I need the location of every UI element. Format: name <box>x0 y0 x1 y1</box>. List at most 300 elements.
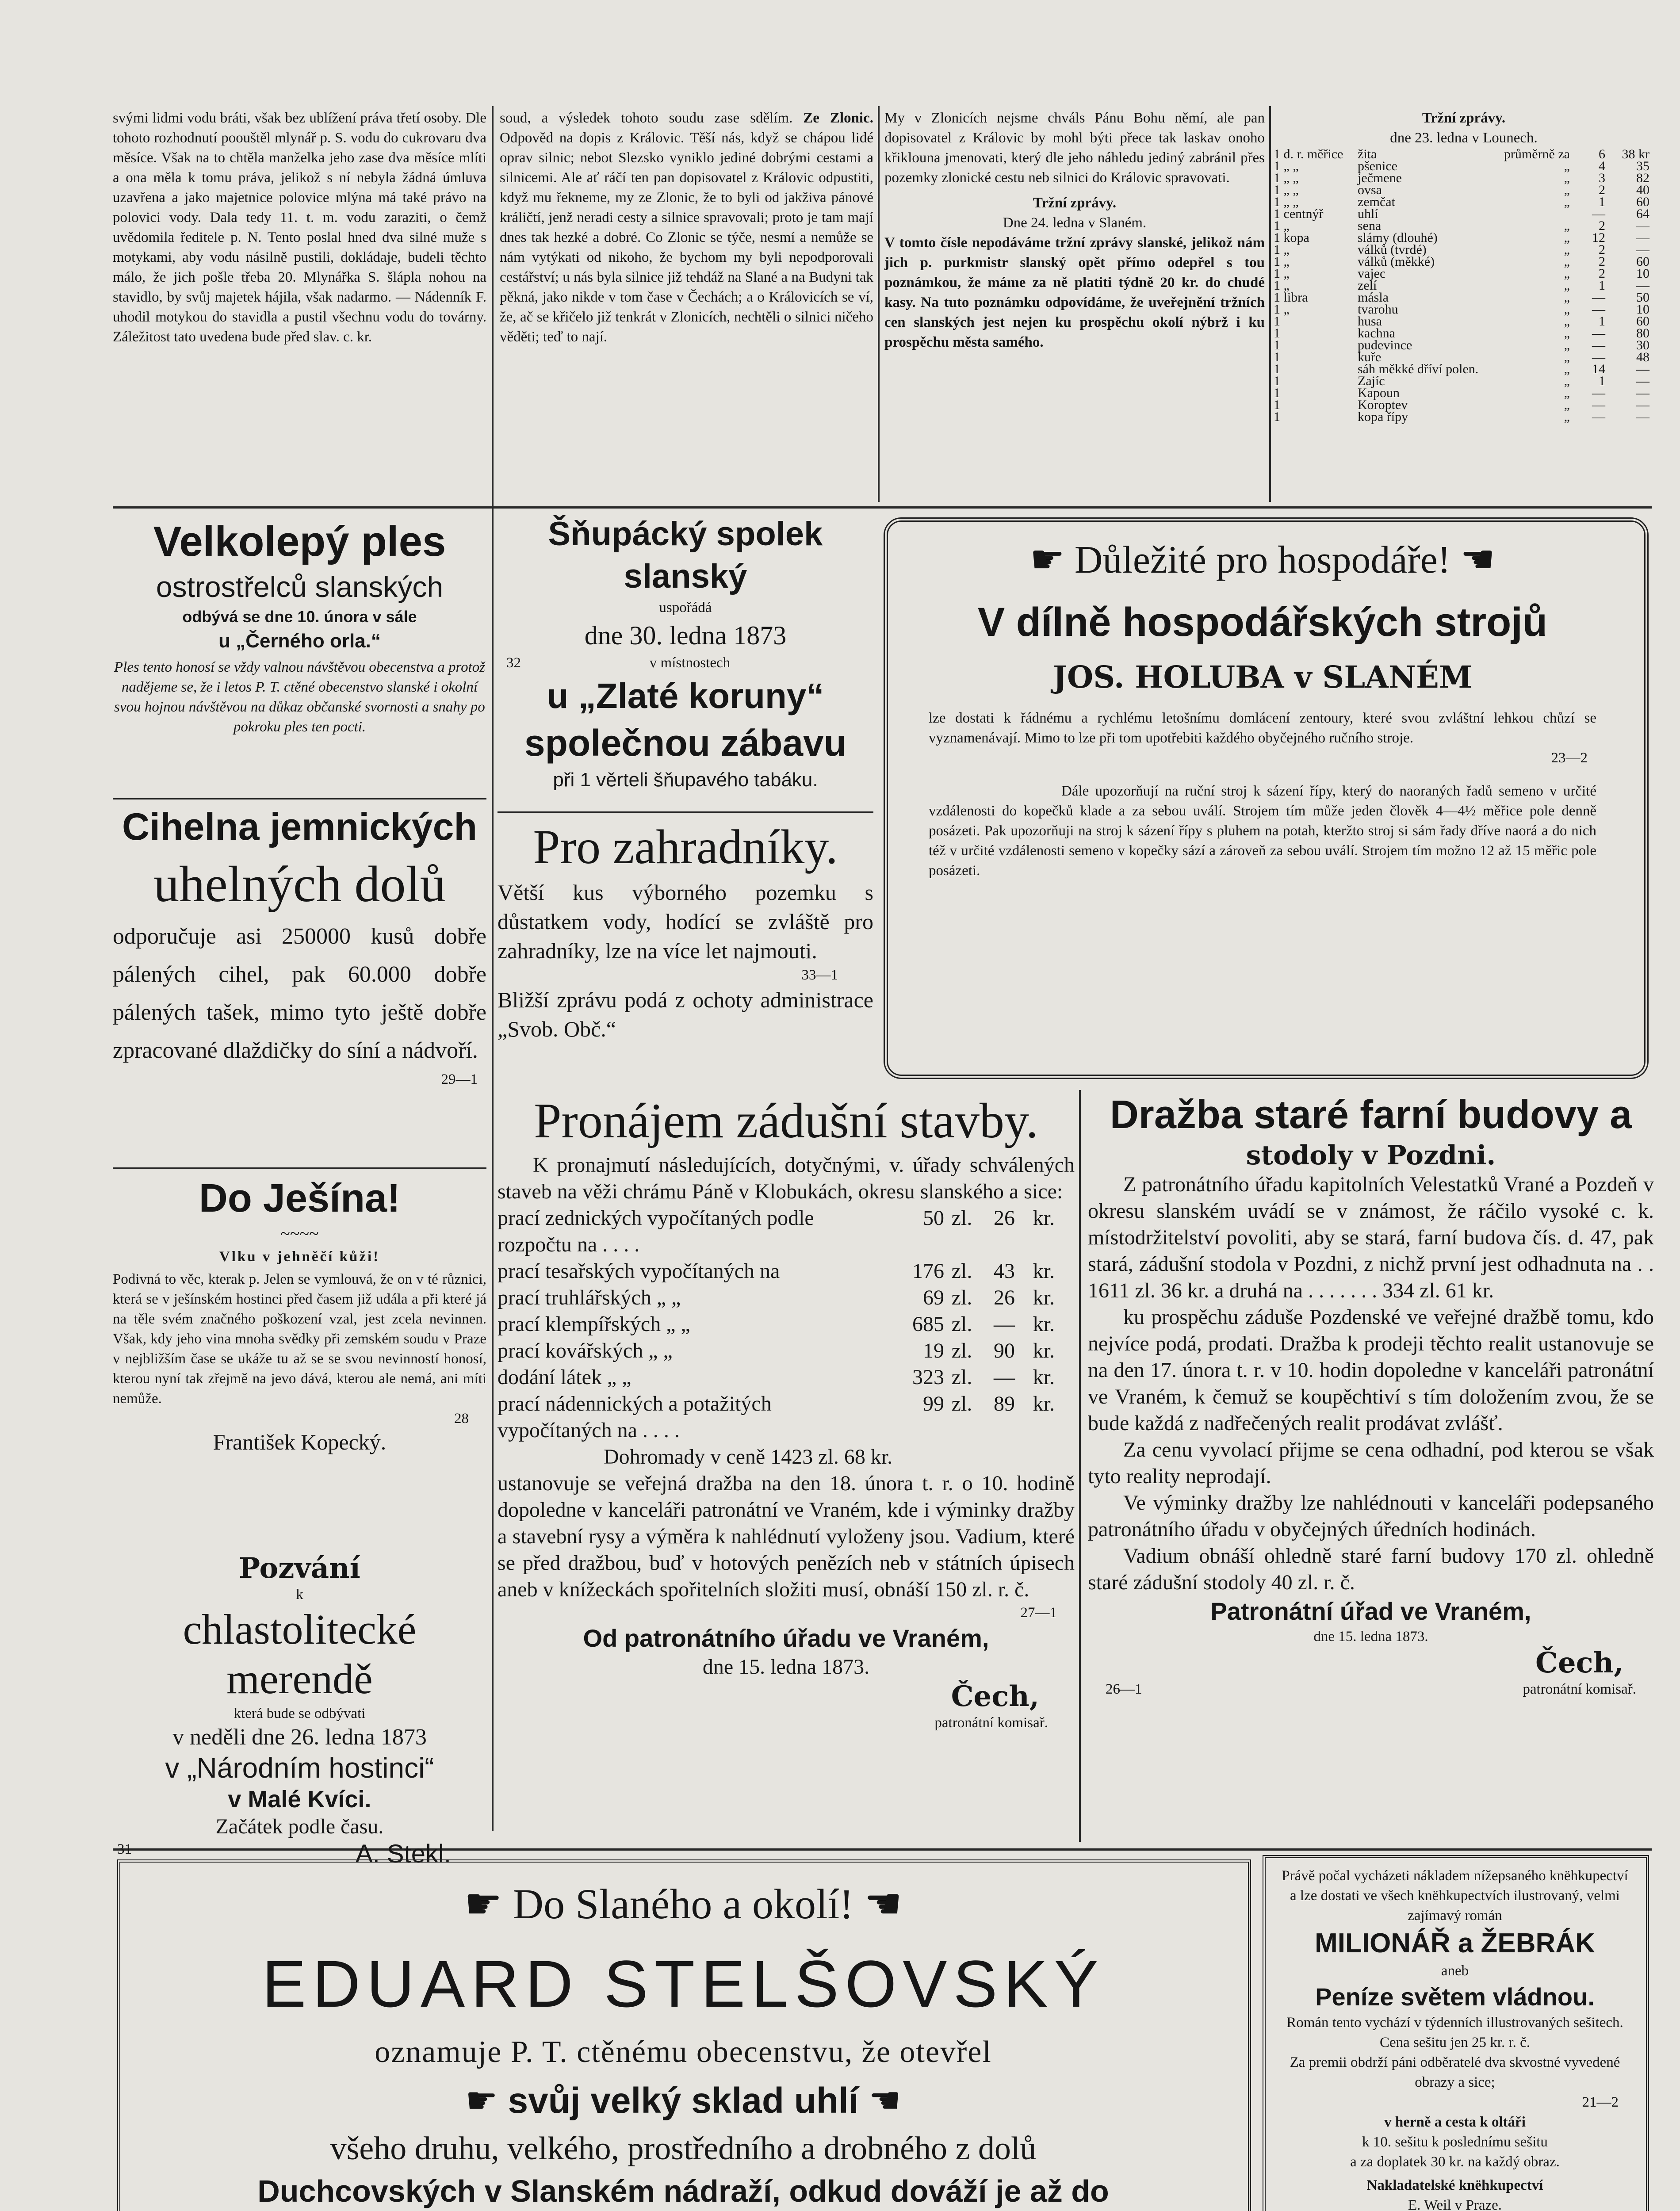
ad-text: Ples tento honosí se vždy valnou návštěvou obecenstva a protož nadějeme se, že i letos P. T. ctěné obecenstvo slanské i okolní svou hojnou návštěvou na důkaz občanské svornosti a snahy po pokroku ples ten pocti. <box>114 659 486 735</box>
ad-number: 23—2 <box>1551 750 1588 766</box>
pointing-hand-icon: ☚ <box>1460 536 1496 582</box>
cost-unit-zl: zl. <box>951 1206 972 1230</box>
market-prices <box>1274 108 1654 502</box>
cost-unit-zl: zl. <box>951 1339 972 1362</box>
ad-text: K pronajmutí následujících, dotyčnými, v. úřady schválených staveb na věži chrámu Páně v Klobukách, okresu slanského a sice: <box>497 1153 1075 1203</box>
ad-title: V dílně hospodářských strojů <box>977 600 1548 645</box>
ad-line: u „Černého orla.“ <box>218 630 381 652</box>
market-row <box>1274 339 1654 351</box>
market-cell-zl: 6 <box>1599 147 1605 161</box>
ad-subtitle: chlastolitecké merendě <box>183 1606 417 1702</box>
market-cell-item: husa <box>1358 314 1382 329</box>
market-cell-note: „ <box>1564 314 1570 329</box>
market-cell-item: Kapoun <box>1358 386 1400 400</box>
ad-title: Velkolepý ples <box>153 518 446 565</box>
market-row <box>1274 256 1654 268</box>
market-cell-kr: 38 kr <box>1622 147 1649 161</box>
market-cell-kr: 60 <box>1636 254 1649 269</box>
cost-kr: 26 <box>994 1286 1015 1309</box>
market-row <box>1274 387 1654 399</box>
ad-text: Z patronátního úřadu kapitolních Velestatků Vrané a Pozdeň v okresu slanském uvádí se v známost, že ráčilo vysoké c. k. místodržitelství povoliti, aby se stará, farní budova čís. d. 47, pak stará, zádušní stodola v Pozdni, z nichž první jest odhadnuta na . . 1611 zl. 36 kr. a druhá na . . . . . . . 334 zl. 61 kr. <box>1088 1173 1654 1302</box>
market-cell-zl: 2 <box>1599 183 1605 197</box>
market-cell-kr: 10 <box>1636 266 1649 281</box>
ad-sign: Čech, <box>951 1680 1039 1713</box>
market-cell-q: 1 „ <box>1274 218 1290 233</box>
cost-kr: — <box>994 1312 1015 1336</box>
market-cell-q: 1 d. r. měřice <box>1274 147 1343 161</box>
ad-text: ustanovuje se veřejná dražba na den 18. února t. r. o 10. hodině dopoledne v kanceláři patronátní ve Vraném, kde i výminky dražby a stavební rysy a výměra k nahlédnutí vyloženy jsou. Vadium, které se před dražbou, buď v hotových penězích neb v státních úpisech aneb v knížeckách spořitelních složiti musí, obnáší 150 zl. r. č. <box>497 1472 1075 1601</box>
ad-role: patronátní komisař. <box>934 1715 1048 1731</box>
ad-subtitle: ostrostřelců slanských <box>156 570 444 603</box>
market-cell-kr: 60 <box>1636 314 1649 329</box>
column-rule <box>878 106 880 502</box>
market-prices-table <box>1274 148 1654 423</box>
ad-text: Dále upozorňují na ruční stroj k sázení řípy, který do naoraných řadů semeno v určité vzdálenosti do kopečků klade a za sebou uválí. Strojem tím může jeden člověk 4—4½ měřice pole denně posázeti. Pak upozorňuji na stroj k sázení řípy s pluhem na potah, kteržto stroj si sám řady dříve naorá a do nich též v určité vzdálenosti semeno v kopečky sází a zároveň za sebou uválí. Strojem tím možno 12 až 15 měřic pole posázeti. <box>929 783 1596 879</box>
market-cell-note: „ <box>1564 278 1570 293</box>
market-row <box>1274 184 1654 196</box>
market-cell-note: „ <box>1564 290 1570 305</box>
ad-number: 21—2 <box>1582 2094 1619 2110</box>
market-cell-zl: 4 <box>1599 159 1605 173</box>
article-continuation <box>113 108 486 502</box>
section-rule <box>113 506 1652 509</box>
market-cell-zl: 12 <box>1592 230 1605 245</box>
ad-text: Právě počal vycházeti nákladem nížepsaného knëhkupectví a lze dostati ve všech knëhkupectvích ilustrovaný, velmi zajímavý román <box>1282 1868 1628 1924</box>
market-cell-note: „ <box>1564 171 1570 185</box>
ad-line: odbývá se dne 10. února v sále <box>182 608 417 626</box>
ad-title: Šňupácký spolek slanský <box>548 515 823 595</box>
market-notice: V tomto čísle nepodáváme tržní zprávy slanské, jelikož nám jich p. purkmistr slanský opět přímo odepřel s tou poznámkou, že máme za ně platiti týdně 20 kr. do chudé kasy. Na tuto poznámku odpovídáme, že uveřejnění tržních cen slanských jest nejen ku prospěchu okolí nýbrž i ku prospěchu města samého. <box>884 235 1265 350</box>
market-prices-heading: Tržní zprávy. <box>1422 110 1506 126</box>
ad-text: odporučuje asi 250000 kusů dobře pálených cihel, pak 60.000 dobře pálených tašek, mimo tyto ještě dobře zpracované dlaždičky do síní a nádvoří. <box>113 924 486 1063</box>
market-cell-note: „ <box>1564 254 1570 269</box>
market-row <box>1274 220 1654 232</box>
ad-line: v místnostech <box>649 655 731 671</box>
zlonic-reply <box>884 108 1265 502</box>
market-cell-item: sena <box>1358 218 1382 233</box>
market-cell-note: „ <box>1564 350 1570 364</box>
ad-aneb: aneb <box>1441 1963 1469 1979</box>
cost-unit-zl: zl. <box>951 1366 972 1389</box>
market-cell-item: másla <box>1358 290 1389 305</box>
market-cell-zl: 14 <box>1592 362 1605 376</box>
market-cell-kr: 40 <box>1636 183 1649 197</box>
market-cell-note: „ <box>1564 409 1570 424</box>
cost-label: prací klempířských „ „ <box>497 1312 690 1336</box>
market-cell-zl: — <box>1592 207 1605 221</box>
market-cell-zl: — <box>1592 350 1605 364</box>
cihelna-ad <box>113 803 486 1167</box>
market-cell-kr: 50 <box>1636 290 1649 305</box>
ad-publisher: E. Weil v Praze. <box>1408 2197 1502 2211</box>
market-cell-q: 1 <box>1274 374 1280 388</box>
column-rule <box>1269 106 1271 502</box>
article-text: svými lidmi vodu bráti, však bez ublížení práva třetí osoby. Dle tohoto rozhodnutí poouštěl mlynář p. S. vodu do cukrovaru dva měsíce. Však na to chtěla manželka jeho zase dva měsíce mlíti a ona měla k tomu práva, jelikož s ní nebyla žádná úmluva uzavřena a jako majetnice polovice mlýna má také právo na polovici vody. Dala tedy 11. t. m. vodu zaraziti, o čemž uvědomila ředitele p. N. Tento poslal hned dva silné muže s motykami, aby vodu násilně pustili, dokládaje, budeli těchto málo, že jich pošle třeba 20. Mlynářka S. šlápla nohou na stavidlo, by svůj majetek hájila, však nadarmo. — Nádenník F. uhodil motykou do stavidla a pustil všechnu vodu do továrny. Záležitost tato uvedena bude před slav. c. kr. <box>113 110 486 345</box>
market-cell-zl: 1 <box>1599 314 1605 329</box>
ad-text: Bližší zprávu podá z ochoty administrace „Svob. Obč.“ <box>497 987 873 1041</box>
cost-zl: 99 <box>923 1392 944 1415</box>
notice-subhead: Vlku v jehněčí kůži! <box>219 1249 380 1265</box>
market-cell-zl: — <box>1592 326 1605 340</box>
market-cell-kr: — <box>1636 242 1649 257</box>
market-row <box>1274 172 1654 184</box>
cost-kr: 90 <box>994 1339 1015 1362</box>
cost-total: Dohromady v ceně 1423 zl. 68 kr. <box>604 1445 893 1469</box>
ad-line: v „Národním hostinci“ <box>165 1752 434 1784</box>
market-cell-note: „ <box>1564 242 1570 257</box>
market-cell-kr: — <box>1636 278 1649 293</box>
market-cell-item: tvarohu <box>1358 302 1398 317</box>
notice-title: Do Ješína! <box>199 1176 401 1220</box>
market-cell-q: 1 <box>1274 362 1280 376</box>
market-cell-kr: 10 <box>1636 302 1649 317</box>
market-cell-note: „ <box>1564 218 1570 233</box>
pointing-hand-icon: ☛ <box>464 1879 502 1928</box>
market-cell-kr: — <box>1636 374 1649 388</box>
ad-office: Od patronátního úřadu ve Vraném, <box>583 1624 989 1652</box>
market-row <box>1274 375 1654 387</box>
ad-text: Román tento vychází v týdenních illustrovaných sešitech. Cena sešitu jen 25 kr. r. č. <box>1286 2015 1623 2050</box>
cost-zl: 685 <box>912 1312 944 1336</box>
market-cell-q: 1 „ „ <box>1274 159 1299 173</box>
market-cell-item: žita <box>1358 147 1377 161</box>
market-cell-zl: 2 <box>1599 218 1605 233</box>
market-cell-q: 1 <box>1274 398 1280 412</box>
market-cell-zl: 1 <box>1599 374 1605 388</box>
cost-unit-kr: kr. <box>1033 1259 1055 1283</box>
cost-kr: 89 <box>994 1392 1015 1415</box>
column-rule <box>1079 1090 1081 1842</box>
market-cell-item: Koroptev <box>1358 398 1408 412</box>
market-cell-item: zelí <box>1358 278 1377 293</box>
ad-head: Důležité pro hospodáře! <box>1074 539 1451 581</box>
market-cell-q: 1 „ <box>1274 254 1290 269</box>
market-cell-zl: — <box>1592 398 1605 412</box>
market-cell-note: „ <box>1564 195 1570 209</box>
ad-title: Cihelna jemnických <box>122 806 477 848</box>
cost-row <box>497 1338 1075 1364</box>
ples-ad <box>113 515 486 798</box>
market-cell-zl: — <box>1592 302 1605 317</box>
ad-line: svůj velký sklad uhlí <box>508 2081 859 2121</box>
market-row <box>1274 303 1654 315</box>
cost-zl: 50 <box>923 1206 944 1230</box>
cost-unit-kr: kr. <box>1033 1366 1055 1389</box>
notice-number: 28 <box>454 1411 469 1427</box>
ad-text: Za cenu vyvolací přijme se cena odhadní, pod kterou se však tyto reality neprodají. <box>1088 1438 1654 1488</box>
market-cell-zl: 2 <box>1599 242 1605 257</box>
cost-label: prací tesařských vypočítaných na <box>497 1259 780 1283</box>
pointing-hand-icon: ☚ <box>869 2080 901 2122</box>
market-heading: Tržní zprávy. <box>1033 195 1117 211</box>
cost-kr: 26 <box>994 1206 1015 1230</box>
ad-line: společnou zábavu <box>524 722 847 764</box>
ad-line: všeho druhu, velkého, prostředního a drobného z dolů <box>330 2131 1037 2167</box>
market-cell-item: pšenice <box>1358 159 1397 173</box>
ad-office: Patronátní úřad ve Vraném, <box>1210 1597 1531 1625</box>
market-cell-zl: 1 <box>1599 278 1605 293</box>
ad-signature: A. Stekl. <box>356 1840 451 1868</box>
ad-line: k 10. sešitu k poslednímu sešitu <box>1362 2134 1548 2150</box>
market-row <box>1274 208 1654 220</box>
market-cell-kr: — <box>1636 218 1649 233</box>
ad-title: MILIONÁŘ a ŽEBRÁK <box>1315 1928 1595 1959</box>
cost-zl: 69 <box>923 1286 944 1309</box>
ad-subtitle: uhelných dolů <box>153 856 446 913</box>
ad-line: při 1 věrteli šňupavého tabáku. <box>553 769 818 791</box>
market-cell-zl: — <box>1592 409 1605 424</box>
ad-name: JOS. HOLUBA v SLANÉM <box>1052 660 1473 695</box>
ad-line: Začátek podle času. <box>215 1815 384 1838</box>
cost-unit-kr: kr. <box>1033 1339 1055 1362</box>
market-cell-q: 1 „ <box>1274 302 1290 317</box>
market-row <box>1274 279 1654 291</box>
column-rule <box>492 106 494 1831</box>
cost-label: prací kovářských „ „ <box>497 1339 673 1362</box>
cost-unit-kr: kr. <box>1033 1206 1055 1230</box>
ad-title: Dražba staré farní budovy a <box>1110 1093 1632 1137</box>
market-row <box>1274 399 1654 411</box>
ad-role: patronátní komisař. <box>1523 1681 1636 1697</box>
market-cell-note: „ <box>1564 338 1570 352</box>
market-cell-item: zemčat <box>1358 195 1395 209</box>
market-cell-q: 1 „ „ <box>1274 183 1299 197</box>
market-cell-item: vajec <box>1358 266 1386 281</box>
market-cell-kr: 80 <box>1636 326 1649 340</box>
ad-sign: Čech, <box>1535 1646 1624 1679</box>
market-cell-q: 1 <box>1274 326 1280 340</box>
market-cell-q: 1 „ „ <box>1274 171 1299 185</box>
jesin-notice <box>113 1172 486 1552</box>
cost-row <box>497 1391 1075 1444</box>
ad-divider <box>113 1167 486 1169</box>
pronajem-ad <box>497 1090 1075 1842</box>
ad-number: 27—1 <box>1020 1605 1057 1621</box>
ad-k: k <box>296 1587 303 1603</box>
market-cell-note: „ <box>1564 159 1570 173</box>
cost-row <box>497 1364 1075 1391</box>
market-row <box>1274 315 1654 327</box>
market-cell-kr: 48 <box>1636 350 1649 364</box>
cost-unit-kr: kr. <box>1033 1312 1055 1336</box>
market-cell-note: „ <box>1564 374 1570 388</box>
ad-text: lze dostati k řádnému a rychlému letošnímu domlácení zentoury, které svou zvláštní lehkou chůzí se vyznamenávají. Mimo to lze při tom upotřebiti každého obyčejného ručního stroje. <box>929 710 1596 746</box>
cost-kr: 43 <box>994 1259 1015 1283</box>
cost-zl: 176 <box>912 1259 944 1283</box>
market-cell-zl: — <box>1592 290 1605 305</box>
cost-unit-zl: zl. <box>951 1286 972 1309</box>
market-cell-item: válků (měkké) <box>1358 254 1435 269</box>
market-row <box>1274 268 1654 279</box>
market-cell-note: „ <box>1564 362 1570 376</box>
ad-name: EDUARD STELŠOVSKÝ <box>262 1947 1105 2021</box>
ad-subtitle: Peníze světem vládnou. <box>1315 1983 1595 2011</box>
ad-header <box>902 531 1623 589</box>
market-cell-item: sáh měkké dříví polen. <box>1358 362 1479 376</box>
market-cell-zl: 2 <box>1599 254 1605 269</box>
cost-row <box>497 1258 1075 1285</box>
market-cell-item: uhlí <box>1358 207 1378 221</box>
ad-text: Za premii obdrží páni odběratelé dva skvostné vyvedené obrazy a sice; <box>1290 2054 1620 2090</box>
ad-line: uspořádá <box>659 600 712 616</box>
market-cell-note: „ <box>1564 398 1570 412</box>
market-cell-kr: 30 <box>1636 338 1649 352</box>
ad-line: Duchcovských v Slanském nádraží, odkud dováží je až do <box>257 2174 1109 2208</box>
market-row <box>1274 411 1654 423</box>
market-cell-q: 1 <box>1274 409 1280 424</box>
notice-text: Podivná to věc, kterak p. Jelen se vymlouvá, že on v té různici, která se v ješínském hostinci před časem již udála a při které já na těle svém značného poškození vzal, jest zcela nevinnen. Však, kdy jeho vina mnoha svědky při zemském soudu v Praze v nejbližším čase se ukáže tu až se se svou nevinností honosí, kterou nyní tak zřejmě na jevo dává, kterou ale nemá, ani míti nemůže. <box>113 1271 486 1407</box>
market-cell-kr: — <box>1636 230 1649 245</box>
cost-unit-kr: kr. <box>1033 1286 1055 1309</box>
market-cell-note: „ <box>1564 230 1570 245</box>
cost-zl: 323 <box>912 1366 944 1389</box>
ad-date: dne 15. ledna 1873. <box>1313 1629 1428 1645</box>
ad-line: dne 30. ledna 1873 <box>584 621 787 650</box>
market-cell-q: 1 <box>1274 338 1280 352</box>
notice-signature: František Kopecký. <box>213 1430 387 1454</box>
cost-label: prací zednických vypočítaných podle rozpočtu na . . . . <box>497 1206 814 1256</box>
cost-row <box>497 1311 1075 1338</box>
cost-unit-zl: zl. <box>951 1392 972 1415</box>
market-cell-item: ječmene <box>1358 171 1402 185</box>
milionar-ad <box>1278 1866 1632 2211</box>
ad-number: 33—1 <box>801 967 838 983</box>
holub-ad <box>902 531 1623 1061</box>
snupak-ad <box>497 513 873 809</box>
market-cell-note: „ <box>1564 386 1570 400</box>
market-cell-q: 1 „ <box>1274 266 1290 281</box>
ad-text: Větší kus výborného pozemku s důstatkem vody, hodící se zvláště pro zahradníky, lze na více let najmouti. <box>497 880 873 963</box>
market-cell-kr: — <box>1636 386 1649 400</box>
article-text: My v Zlonicích nejsme chváls Pánu Bohu němí, ale pan dopisovatel z Královic by mohl býti přece tak laskav onoho křiklouna jmenovati, který dle jeho náhledu jediný zabránil přes pozemky zlonické cestu neb silnici do Královic spravovati. <box>884 110 1265 186</box>
cost-unit-zl: zl. <box>951 1259 972 1283</box>
market-cell-kr: 35 <box>1636 159 1649 173</box>
ad-date: dne 15. ledna 1873. <box>702 1655 870 1679</box>
market-row <box>1274 196 1654 208</box>
ad-line: v herně a cesta k oltáři <box>1384 2114 1526 2130</box>
market-cell-q: 1 <box>1274 386 1280 400</box>
market-cell-note: „ <box>1564 326 1570 340</box>
market-cell-note: „ <box>1564 302 1570 317</box>
market-cell-note: „ <box>1564 183 1570 197</box>
market-cell-q: 1 „ „ <box>1274 195 1299 209</box>
zahradnici-ad <box>497 816 873 1086</box>
market-cell-item: Zajíc <box>1358 374 1385 388</box>
ad-line: oznamuje P. T. ctěnému obecenstvu, že otevřel <box>375 2035 992 2069</box>
ad-line: a za doplatek 30 kr. na každý obraz. <box>1350 2154 1560 2170</box>
market-row <box>1274 363 1654 375</box>
market-cell-q: 1 „ <box>1274 242 1290 257</box>
cost-unit-kr: kr. <box>1033 1392 1055 1415</box>
flourish-ornament: ~~~~ <box>280 1224 319 1243</box>
pointing-hand-icon: ☛ <box>465 2080 498 2122</box>
ad-text: ku prospěchu záduše Pozdenské ve veřejné dražbě tomu, kdo nejvíce podá, prodati. Dražba k prodeji těchto realit ustanovuje se na den 17. února t. r. v 10. hodin dopoledne v kanceláři patronátní ve Vraném, k čemuž se koupěchtiví s tím doložením zvou, že se bude každá z nadřečených realit prodávat zvlášť. <box>1088 1305 1654 1435</box>
market-cell-kr: 60 <box>1636 195 1649 209</box>
cost-kr: — <box>994 1366 1015 1389</box>
market-cell-item: slámy (dlouhé) <box>1358 230 1438 245</box>
market-row <box>1274 351 1654 363</box>
market-cell-q: 1 <box>1274 350 1280 364</box>
market-cell-q: 1 libra <box>1274 290 1308 305</box>
ad-title: Pozvání <box>239 1552 360 1585</box>
pozvani-ad <box>113 1552 486 1868</box>
market-cell-item: válků (tvrdé) <box>1358 242 1427 257</box>
market-row <box>1274 244 1654 256</box>
ad-subtitle: stodoly v Pozdni. <box>1246 1140 1496 1171</box>
cost-label: prací truhlářských „ „ <box>497 1286 681 1309</box>
market-cell-q: 1 „ <box>1274 278 1290 293</box>
ad-number: 29—1 <box>441 1071 478 1087</box>
ad-text: Vadium obnáší ohledně staré farní budovy 170 zl. ohledně staré zádušní stodoly 40 zl. r. č. <box>1088 1544 1654 1594</box>
market-cell-zl: — <box>1592 386 1605 400</box>
ad-text: Ve výminky dražby lze nahlédnouti v kanceláři podepsaného patronátního úřadu v obyčejných úředních hodinách. <box>1088 1491 1654 1541</box>
ad-number: 31 <box>117 1841 132 1857</box>
market-cell-note <box>1504 208 1570 220</box>
market-cell-kr: — <box>1636 362 1649 376</box>
market-cell-item: ovsa <box>1358 183 1382 197</box>
cost-table <box>497 1205 1075 1444</box>
cost-label: prací nádennických a potažitých vypočítaných na . . . . <box>497 1392 772 1442</box>
market-cell-item: kachna <box>1358 326 1395 340</box>
market-cell-q: 1 kopa <box>1274 230 1309 245</box>
market-cell-zl: 2 <box>1599 266 1605 281</box>
cost-label: dodání látek „ „ <box>497 1366 631 1389</box>
market-row <box>1274 148 1654 160</box>
cost-row <box>497 1285 1075 1311</box>
market-cell-item: pudevince <box>1358 338 1412 352</box>
ad-title: Pro zahradníky. <box>533 820 838 874</box>
market-cell-kr: 82 <box>1636 171 1649 185</box>
market-dateline: Dne 24. ledna v Slaném. <box>1003 215 1147 231</box>
cost-zl: 19 <box>923 1339 944 1362</box>
cost-unit-zl: zl. <box>951 1312 972 1336</box>
article-text-b: Odpověd na dopis z Královic. Těší nás, když se chápou lidé oprav silnic; nebot Slezsko vyniklo jediné dobrými cestami a silnicemi. Ale ať ráčí ten pan dopisovatel z Královic odpustiti, když mu řekneme, my ze Zlonic, že to byli od jakživa pánové králičtí, jenž neradi cesty a silnice spravovali; proto je tam mají dnes tak hezké a dobré. Co Zlonic se týče, nesmí a nemůže se nám vytýkati od nikoho, že bychom my byli nepodporovali cestářství; u nás byla silnice již tehdáž na Slané a na Budyni tak pěkná, jako nikde v tom čase v Čechách; a o Královicích se ví, že, ač se křičelo již tenkrát v Zlonicích, nechtěli o silnici ničeho věděti; teď to nají. <box>500 130 873 345</box>
ad-number: 26—1 <box>1106 1681 1142 1697</box>
ad-line: v neděli dne 26. ledna 1873 <box>172 1725 427 1750</box>
ad-header <box>133 1871 1234 1937</box>
ad-head: Do Slaného a okolí! <box>513 1880 854 1928</box>
market-prices-dateline: dne 23. ledna v Lounech. <box>1390 130 1538 146</box>
market-row <box>1274 291 1654 303</box>
market-cell-kr: — <box>1636 398 1649 412</box>
market-cell-item: kopa řípy <box>1358 409 1408 424</box>
market-cell-zl: — <box>1592 338 1605 352</box>
ad-number: 32 <box>506 655 521 671</box>
market-row <box>1274 160 1654 172</box>
cost-row <box>497 1205 1075 1258</box>
ad-title: Pronájem zádušní stavby. <box>534 1094 1038 1148</box>
market-cell-q: 1 centnýř <box>1274 207 1324 221</box>
market-row <box>1274 327 1654 339</box>
market-cell-zl: 3 <box>1599 171 1605 185</box>
ad-divider <box>497 811 873 813</box>
market-row <box>1274 232 1654 244</box>
ad-divider <box>113 798 486 799</box>
article-text-a: soud, a výsledek tohoto soudu zase sdělím. <box>500 110 793 126</box>
stelsovsky-ad <box>133 1871 1234 2211</box>
market-cell-kr: 64 <box>1636 207 1649 221</box>
market-cell-note: průměrně za <box>1504 147 1570 161</box>
ad-line: která bude se odbývati <box>233 1706 366 1721</box>
market-cell-kr: — <box>1636 409 1649 424</box>
article-text <box>500 108 873 347</box>
pointing-hand-icon: ☛ <box>1029 536 1065 582</box>
zlonic-article <box>500 108 873 502</box>
article-heading: Ze Zlonic. <box>803 110 873 126</box>
market-cell-note: „ <box>1564 266 1570 281</box>
ad-line: v Malé Kvíci. <box>228 1786 371 1813</box>
pointing-hand-icon: ☚ <box>864 1879 903 1928</box>
